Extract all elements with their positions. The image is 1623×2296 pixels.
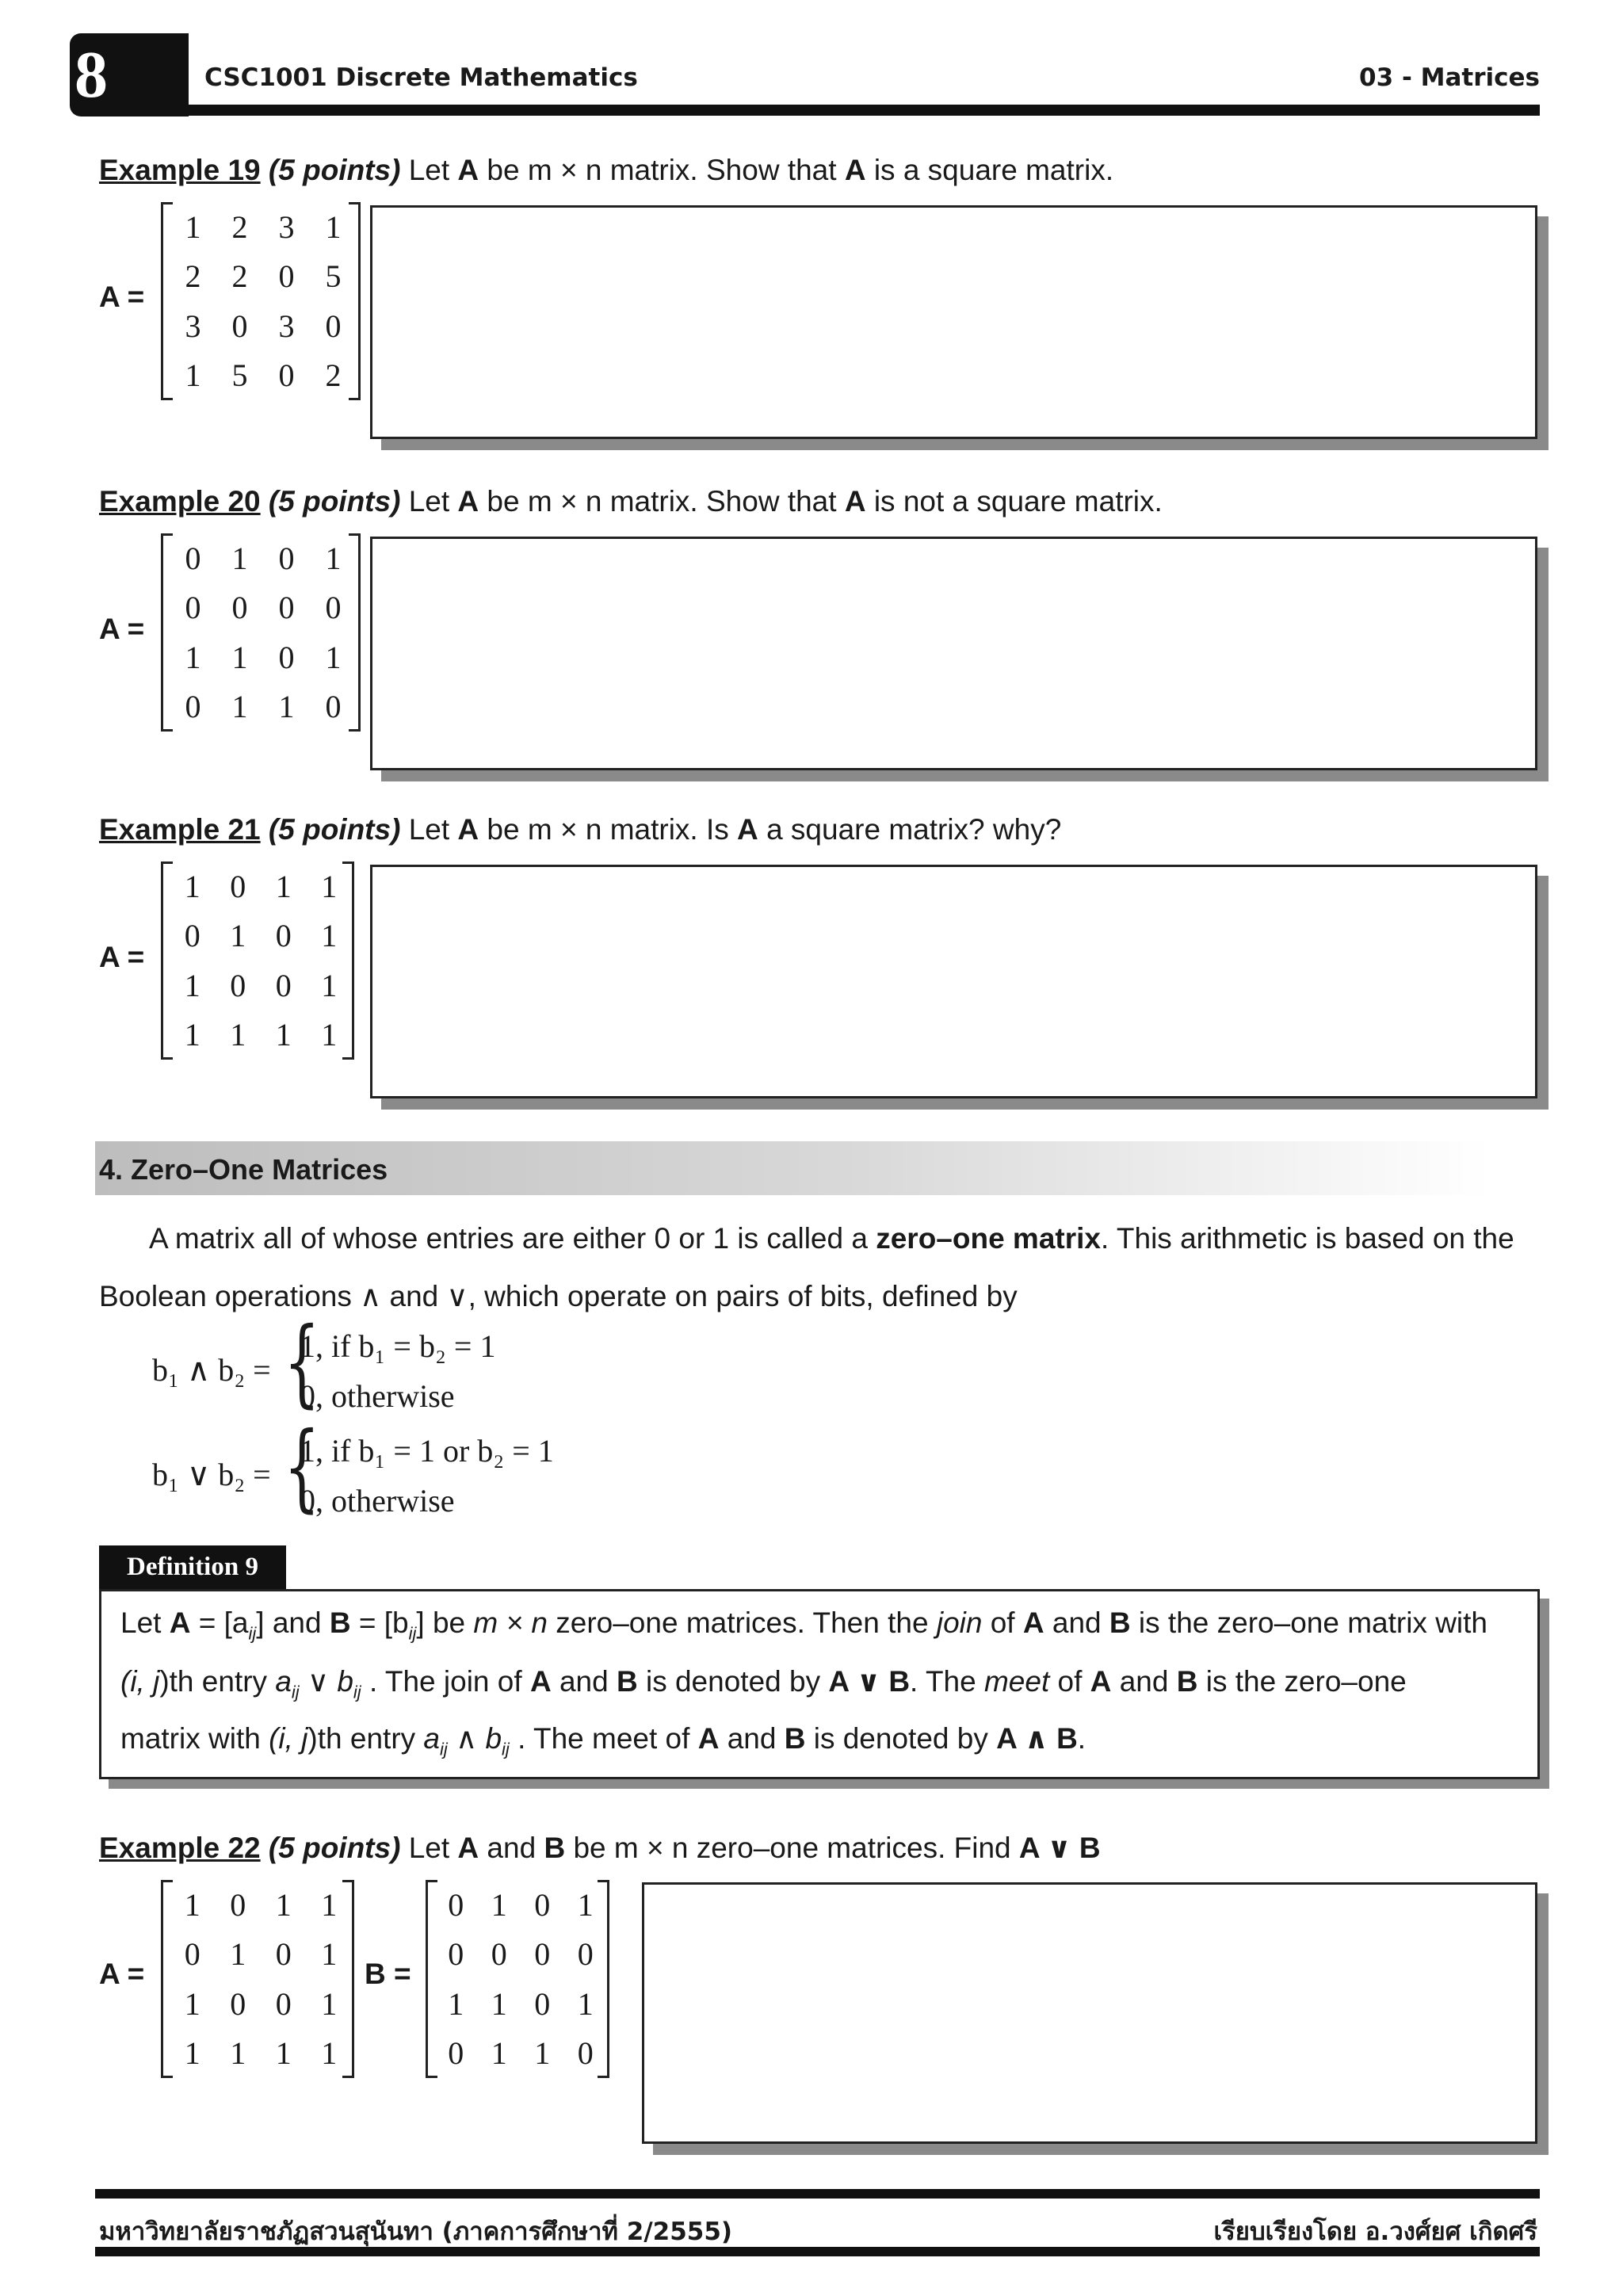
matrix-cell: 1 — [231, 540, 248, 576]
example-19-title — [99, 154, 1113, 187]
matrix-cell: 1 — [184, 967, 200, 1003]
matrix-cell: 1 — [491, 1886, 507, 1923]
matrix-cell: 0 — [275, 1985, 292, 2022]
definition-tab: Definition 9 — [99, 1545, 286, 1589]
def-text: . — [1077, 1722, 1086, 1755]
def-bold: A ∨ B — [828, 1665, 911, 1698]
matrix-cell: 1 — [534, 2035, 551, 2072]
def-text: )th entry — [159, 1665, 268, 1698]
def-bold: B — [1176, 1665, 1198, 1698]
def-text: = [b — [358, 1606, 409, 1639]
matrix-cell: 0 — [448, 1936, 464, 1973]
answer-box-20[interactable] — [370, 537, 1537, 770]
def-operator: ∧ — [456, 1722, 478, 1755]
matrix-cell: 1 — [321, 1936, 338, 1973]
matrix-name: B = — [365, 1958, 411, 1990]
example-text: Let — [408, 813, 450, 846]
def-text: and — [559, 1665, 609, 1698]
matrix-cell: 1 — [321, 967, 338, 1003]
matrix-cell: 1 — [577, 1985, 594, 2022]
def-text: of — [1057, 1665, 1083, 1698]
def-italic: (i, j — [269, 1722, 308, 1755]
matrix-cell: 0 — [275, 1936, 292, 1973]
or-case-2: 0, otherwise — [300, 1483, 455, 1519]
matrix-cell: 1 — [230, 1936, 246, 1973]
def-text: Let — [120, 1606, 162, 1639]
def-bold: A — [169, 1606, 191, 1639]
matrix-cell: 0 — [278, 357, 295, 394]
brace: { — [284, 1412, 320, 1522]
matrix-cell: 1 — [491, 1985, 507, 2022]
matrix-cell: 0 — [278, 590, 295, 626]
def-sub: ij — [502, 1739, 510, 1759]
def-bold: A — [529, 1665, 552, 1698]
def-text: is denoted by — [645, 1665, 821, 1698]
matrix-name: A = — [99, 613, 145, 645]
matrix-cell: 1 — [448, 1985, 464, 2022]
matrix-cell: 1 — [325, 639, 342, 675]
def-text: ] and — [256, 1606, 322, 1639]
matrix-a — [161, 533, 361, 732]
example-text: Let — [408, 1832, 450, 1864]
matrix-grid — [170, 861, 352, 1060]
matrix-cell: 1 — [491, 2035, 507, 2072]
example-text: and — [487, 1832, 537, 1864]
matrix-cell: 1 — [230, 2035, 246, 2072]
chapter-title: 03 - Matrices — [1359, 63, 1540, 92]
matrix-cell: 2 — [185, 258, 201, 295]
answer-box-19[interactable] — [370, 205, 1537, 439]
matrix-cell: 1 — [184, 868, 200, 904]
example-text: be m × n matrix. Is — [487, 813, 729, 846]
matrix-cell: 1 — [321, 2035, 338, 2072]
matrix-name: A = — [99, 941, 145, 973]
footer-rule-top — [95, 2189, 1540, 2199]
def-bold: B — [616, 1665, 638, 1698]
def-text: is denoted by — [813, 1722, 988, 1755]
matrix-cell: 3 — [278, 308, 295, 344]
matrix-cell: 1 — [321, 1985, 338, 2022]
example-text: a square matrix? why? — [766, 813, 1062, 846]
example-label: Example 19 — [99, 154, 261, 186]
matrix-a — [161, 202, 361, 400]
matrix-cell: 0 — [534, 1886, 551, 1923]
paragraph-text: A matrix all of whose entries are either 0 or 1 is called a — [149, 1222, 868, 1255]
def-text: . The — [910, 1665, 976, 1698]
example-text: be m × n matrix. Show that — [487, 485, 837, 518]
def-text: is the zero–one — [1205, 1665, 1407, 1698]
matrix-cell: 0 — [230, 1886, 246, 1923]
example-points: (5 points) — [268, 485, 401, 518]
def-sub: ij — [248, 1623, 257, 1644]
def-text: zero–one matrices. Then the — [556, 1606, 929, 1639]
def-italic: a — [275, 1665, 292, 1698]
def-text: is the zero–one matrix with — [1138, 1606, 1488, 1639]
matrix-cell: 0 — [230, 868, 246, 904]
matrix-cell: 1 — [321, 1017, 338, 1053]
paragraph-text: . This arithmetic is based on the — [1101, 1222, 1514, 1255]
def-italic: join — [936, 1606, 983, 1639]
example-text: Let — [408, 154, 450, 186]
matrix-cell: 0 — [230, 967, 246, 1003]
def-operator: ∨ — [307, 1665, 330, 1698]
matrix-cell: 1 — [275, 868, 292, 904]
matrix-cell: 2 — [325, 357, 342, 394]
def-text: )th entry — [307, 1722, 416, 1755]
example-text: is a square matrix. — [873, 154, 1114, 186]
example-bold: A — [457, 154, 479, 186]
matrix-cell: 1 — [185, 639, 201, 675]
matrix-cell: 0 — [325, 689, 342, 725]
example-bold: A — [844, 485, 866, 518]
matrix-cell: 0 — [534, 1936, 551, 1973]
matrix-cell: 1 — [577, 1886, 594, 1923]
matrix-cell: 1 — [321, 868, 338, 904]
matrix-cell: 0 — [185, 689, 201, 725]
matrix-cell: 1 — [321, 1886, 338, 1923]
def-italic: m × n — [473, 1606, 548, 1639]
def-text: = [a — [198, 1606, 249, 1639]
example-bold: A — [457, 485, 479, 518]
matrix-cell: 1 — [230, 918, 246, 954]
matrix-a — [161, 1880, 354, 2078]
example-bold: A — [737, 813, 758, 846]
def-sub: ij — [291, 1682, 300, 1702]
def-text: and — [727, 1722, 777, 1755]
def-text: and — [1119, 1665, 1169, 1698]
matrix-cell: 0 — [325, 308, 342, 344]
matrix-cell: 1 — [275, 1886, 292, 1923]
matrix-cell: 2 — [231, 258, 248, 295]
matrix-cell: 1 — [321, 918, 338, 954]
example-22-title — [99, 1831, 1101, 1865]
matrix-cell: 1 — [275, 2035, 292, 2072]
def-text: of — [990, 1606, 1015, 1639]
def-text: . The join of — [369, 1665, 522, 1698]
def-italic: meet — [983, 1665, 1050, 1698]
matrix-cell: 3 — [278, 208, 295, 245]
matrix-cell: 0 — [278, 258, 295, 295]
example-label: Example 20 — [99, 485, 261, 518]
matrix-cell: 1 — [230, 1017, 246, 1053]
footer-left: มหาวิทยาลัยราชภัฏสวนสุนันทา (ภาคการศึกษาที่ 2/2555) — [99, 2218, 733, 2246]
def-sub: ij — [440, 1739, 448, 1759]
def-italic: b — [337, 1665, 353, 1698]
and-case-2: 0, otherwise — [300, 1378, 455, 1414]
example-21-title — [99, 813, 1061, 846]
and-case-1: 1, if b₁ = b₂ = 1 — [300, 1328, 496, 1364]
header-rule — [189, 105, 1540, 116]
matrix-grid — [170, 533, 357, 732]
definition-line-1 — [120, 1606, 1487, 1644]
def-bold: B — [1109, 1606, 1131, 1639]
matrix-cell: 5 — [231, 357, 248, 394]
def-bold: A — [697, 1722, 720, 1755]
example-text: is not a square matrix. — [873, 485, 1163, 518]
matrix-cell: 1 — [325, 540, 342, 576]
paragraph-bold: zero–one matrix — [876, 1222, 1101, 1255]
matrix-cell: 0 — [185, 540, 201, 576]
matrix-cell: 0 — [184, 918, 200, 954]
example-text: be m × n matrix. Show that — [487, 154, 837, 186]
answer-box-22[interactable] — [642, 1882, 1537, 2144]
page-number: 8 — [74, 38, 108, 112]
matrix-cell: 0 — [184, 1936, 200, 1973]
matrix-cell: 1 — [184, 2035, 200, 2072]
example-bold: A — [844, 154, 866, 186]
matrix-cell: 0 — [230, 1985, 246, 2022]
matrix-cell: 0 — [577, 2035, 594, 2072]
matrix-cell: 0 — [534, 1985, 551, 2022]
matrix-grid — [170, 202, 357, 400]
def-text: and — [1052, 1606, 1102, 1639]
example-bold: B — [544, 1832, 566, 1864]
matrix-cell: 0 — [448, 1886, 464, 1923]
matrix-cell: 0 — [448, 2035, 464, 2072]
matrix-cell: 0 — [185, 590, 201, 626]
def-bold: B — [329, 1606, 351, 1639]
def-italic: b — [485, 1722, 502, 1755]
def-italic: (i, j — [120, 1665, 160, 1698]
def-bold: A — [1090, 1665, 1112, 1698]
example-label: Example 21 — [99, 813, 261, 846]
matrix-cell: 1 — [231, 689, 248, 725]
def-bold: B — [784, 1722, 806, 1755]
example-bold: A — [457, 1832, 479, 1864]
def-bold: A — [1022, 1606, 1044, 1639]
page-number-badge — [70, 33, 189, 117]
matrix-cell: 1 — [184, 1017, 200, 1053]
matrix-cell: 5 — [325, 258, 342, 295]
matrix-cell: 3 — [185, 308, 201, 344]
example-bold: A ∨ B — [1018, 1832, 1101, 1864]
matrix-cell: 1 — [275, 1017, 292, 1053]
def-bold: A ∧ B — [996, 1722, 1078, 1755]
matrix-name: A = — [99, 281, 145, 313]
matrix-cell: 0 — [275, 967, 292, 1003]
example-bold: A — [457, 813, 479, 846]
matrix-cell: 0 — [278, 639, 295, 675]
def-text: . The meet of — [517, 1722, 690, 1755]
example-text: be m × n zero–one matrices. Find — [573, 1832, 1011, 1864]
matrix-cell: 0 — [577, 1936, 594, 1973]
matrix-grid — [170, 1880, 352, 2078]
def-text: matrix with — [120, 1722, 261, 1755]
example-label: Example 22 — [99, 1832, 261, 1864]
brace: { — [284, 1308, 320, 1418]
example-20-title — [99, 485, 1163, 518]
matrix-cell: 0 — [325, 590, 342, 626]
matrix-b — [426, 1880, 609, 2078]
or-case-1: 1, if b₁ = 1 or b₂ = 1 — [300, 1433, 554, 1469]
matrix-name: A = — [99, 1958, 145, 1990]
course-title: CSC1001 Discrete Mathematics — [204, 63, 638, 92]
matrix-cell: 1 — [231, 639, 248, 675]
matrix-cell: 1 — [185, 208, 201, 245]
answer-box-21[interactable] — [370, 865, 1537, 1098]
def-italic: a — [423, 1722, 440, 1755]
footer-right: เรียบเรียงโดย อ.วงศ์ยศ เกิดศรี — [1213, 2218, 1537, 2246]
example-points: (5 points) — [268, 154, 401, 186]
def-sub: ij — [408, 1623, 417, 1644]
definition-line-2 — [120, 1664, 1407, 1702]
or-lhs: b₁ ∨ b₂ = — [152, 1457, 271, 1492]
example-points: (5 points) — [268, 1832, 401, 1864]
matrix-cell: 0 — [275, 918, 292, 954]
zero-one-paragraph — [99, 1222, 1540, 1255]
matrix-cell: 1 — [325, 208, 342, 245]
definition-line-3 — [120, 1721, 1086, 1759]
matrix-a — [161, 861, 354, 1060]
matrix-cell: 0 — [231, 308, 248, 344]
footer-rule-bottom — [95, 2247, 1540, 2256]
matrix-cell: 1 — [185, 357, 201, 394]
matrix-cell: 0 — [491, 1936, 507, 1973]
matrix-cell: 0 — [278, 540, 295, 576]
example-points: (5 points) — [268, 813, 401, 846]
matrix-cell: 1 — [184, 1886, 200, 1923]
example-text: Let — [408, 485, 450, 518]
matrix-grid — [434, 1880, 607, 2078]
matrix-cell: 1 — [184, 1985, 200, 2022]
boolean-paragraph: Boolean operations ∧ and ∨, which operate on pairs of bits, defined by — [99, 1280, 1018, 1312]
section-title: 4. Zero–One Matrices — [99, 1153, 388, 1186]
matrix-cell: 2 — [231, 208, 248, 245]
def-sub: ij — [353, 1682, 361, 1702]
matrix-cell: 0 — [231, 590, 248, 626]
and-lhs: b₁ ∧ b₂ = — [152, 1352, 271, 1388]
def-text: ] be — [416, 1606, 466, 1639]
matrix-cell: 1 — [278, 689, 295, 725]
